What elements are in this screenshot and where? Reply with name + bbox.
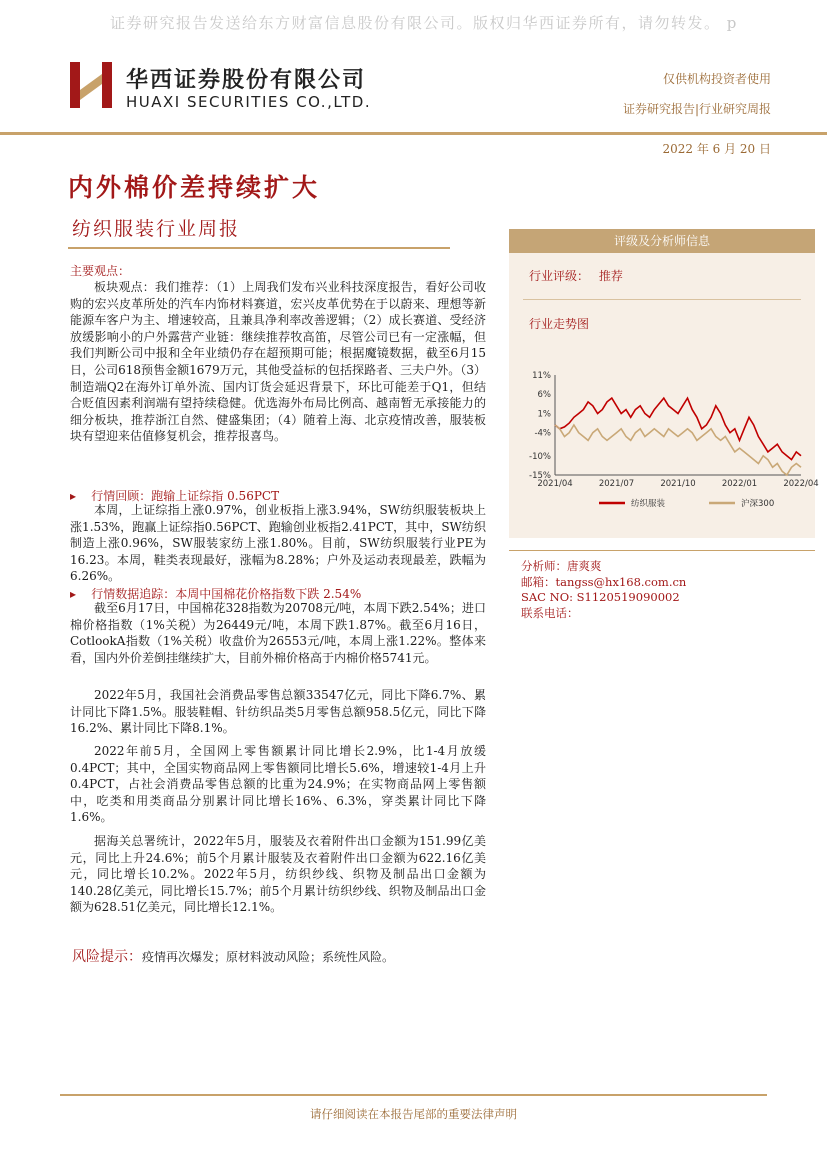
report-type: 证券研究报告|行业研究周报 xyxy=(622,102,771,116)
company-name-cn: 华西证券股份有限公司 xyxy=(126,68,367,93)
company-logo-icon xyxy=(68,60,116,110)
x-tick-label: 2021/07 xyxy=(598,479,635,489)
rating-value: 推荐 xyxy=(598,269,623,283)
bullet-arrow-icon: ▸ xyxy=(70,587,77,601)
rating-label: 行业评级： xyxy=(529,269,590,283)
data-tracking-p2 xyxy=(70,687,486,737)
paragraph-text: 2022年前5月，全国网上零售额累计同比增长2.9%，比1-4月放缓0.4PCT；其中，全国实物商品网上零售额同比增长5.6%，增速较1-4月上升0.4PCT，占社会消费品零售总额的比重为24.9%；在实物商品网上零售额中，吃类和用类商品分别累计同比增长16%、6.3%，穿类累计同比下降1.6%。 xyxy=(70,744,486,825)
main-view-label: 主要观点： xyxy=(70,264,131,278)
main-view-text: 板块观点：我们推荐：（1）上周我们发布兴业科技深度报告，看好公司收购的宏兴皮革所处的汽车内饰材料赛道，宏兴皮革优势在于以蔚来、理想等新能源车客户为主、增速较高，且兼具净利率改善逻辑；（2）成长赛道、受经济放缓影响小的户外露营产业链：继续推荐牧高笛，尽管公司已有一定涨幅，但我们判断公司中报和全年业绩仍存在超预期可能；根据魔镜数据，截至6月15日，公司618预售金额1679万元，其他受益标的包括探路者、三夫户外。（3）制造端Q2在海外订单外流、国内订货会延迟背景下，环比可能差于Q1，但结合贬值因素利润端有望持续稳健。优选海外布局比例高、越南暂无承接能力的细分板块，推荐浙江自然、健盛集团；（4）随着上海、北京疫情改善，服装板块有望迎来估值修复机会，推荐报喜鸟。 xyxy=(70,280,486,444)
analyst-email: 邮箱：tangss@hx168.com.cn xyxy=(521,574,687,589)
bullet-arrow-icon: ▸ xyxy=(70,489,77,503)
industry-rating xyxy=(529,267,623,284)
data-tracking-p3 xyxy=(70,743,486,826)
footer-disclaimer: 请仔细阅读在本报告尾部的重要法律声明 xyxy=(310,1107,517,1121)
trend-chart xyxy=(511,369,819,529)
footer-divider xyxy=(60,1094,767,1096)
y-tick-label: -4% xyxy=(534,428,551,439)
company-name-en: HUAXI SECURITIES CO.,LTD. xyxy=(126,93,372,111)
y-tick-label: 1% xyxy=(537,409,551,420)
report-subtitle: 纺织服装行业周报 xyxy=(72,218,241,240)
risk-note xyxy=(72,946,394,966)
market-review-body xyxy=(70,502,486,585)
trend-chart-label: 行业走势图 xyxy=(529,317,590,331)
rating-sidebar xyxy=(509,229,819,621)
data-tracking-p4 xyxy=(70,833,486,916)
report-title: 内外棉价差持续扩大 xyxy=(68,173,321,202)
risk-text: 疫情再次爆发；原材料波动风险；系统性风险。 xyxy=(142,950,395,964)
analyst-info xyxy=(509,550,815,621)
rating-box xyxy=(509,253,819,538)
legend-label: 沪深300 xyxy=(741,499,775,509)
analyst-name: 分析师：唐爽爽 xyxy=(521,559,602,573)
risk-label: 风险提示： xyxy=(72,949,142,965)
series-line xyxy=(555,398,801,460)
analyst-sac: SAC NO: S1120519090002 xyxy=(521,590,680,605)
series-line xyxy=(555,425,801,475)
market-review-text: 本周，上证综指上涨0.97%，创业板指上涨3.94%，SW纺织服装板块上涨1.53%，跑赢上证综指0.56PCT、跑输创业板指2.41PCT，其中，SW纺织制造上涨0.96%，SW服装家纺上涨1.80%。目前，SW纺织服装行业PE为16.23。本周，鞋类表现最好，涨幅为8.28%；户外及运动表现最差，跌幅为6.26%。 xyxy=(70,503,486,584)
market-review-heading-text: 行情回顾：跑输上证综指 0.56PCT xyxy=(91,489,280,503)
main-view-body xyxy=(70,279,486,445)
y-tick-label: -10% xyxy=(529,451,551,462)
y-tick-label: 11% xyxy=(532,371,551,381)
watermark: 证券研究报告发送给东方财富信息股份有限公司。版权归华西证券所有，请勿转发。 p xyxy=(110,14,738,32)
header-divider xyxy=(0,132,827,135)
y-tick-label: 6% xyxy=(537,390,551,401)
legend-label: 纺织服装 xyxy=(631,499,666,509)
report-date: 2022 年 6 月 20 日 xyxy=(662,142,771,156)
sidebar-header: 评级及分析师信息 xyxy=(509,229,815,253)
audience-note: 仅供机构投资者使用 xyxy=(662,72,771,86)
y-tick-label: -15% xyxy=(529,471,551,481)
data-tracking-p1 xyxy=(70,600,486,666)
paragraph-text: 据海关总署统计，2022年5月，服装及衣着附件出口金额为151.99亿美元，同比上升24.6%；前5个月累计服装及衣着附件出口金额为622.16亿美元，同比增长10.2%。2022年5月，纺织纱线、织物及制品出口金额为140.28亿美元，同比增长15.7%；前5个月累计纺织纱线、织物及制品出口金额为628.51亿美元，同比增长12.1%。 xyxy=(70,834,486,915)
paragraph-text: 截至6月17日，中国棉花328指数为20708元/吨，本周下跌2.54%；进口棉价格指数（1%关税）为26449元/吨，本周下跌1.87%。截至6月16日，CotlookA指数（1%关税）收盘价为26553元/吨，本周上涨1.22%。整体来看，国内外价差倒挂继续扩大，目前外棉价格高于内棉价格5741元。 xyxy=(70,601,486,665)
x-tick-label: 2022/01 xyxy=(721,479,758,489)
data-tracking-heading-text: 行情数据追踪：本周中国棉花价格指数下跌 2.54% xyxy=(91,587,362,601)
x-tick-label: 2021/10 xyxy=(660,479,696,489)
paragraph-text: 2022年5月，我国社会消费品零售总额33547亿元，同比下降6.7%、累计同比下降1.5%。服装鞋帽、针纺织品类5月零售总额958.5亿元，同比下降16.2%、累计同比下降8.1%。 xyxy=(70,688,486,736)
rating-divider xyxy=(523,299,801,300)
analyst-phone: 联系电话： xyxy=(521,605,579,620)
x-tick-label: 2021/04 xyxy=(537,479,573,489)
x-tick-label: 2022/04 xyxy=(783,479,819,489)
subtitle-divider xyxy=(68,247,450,249)
